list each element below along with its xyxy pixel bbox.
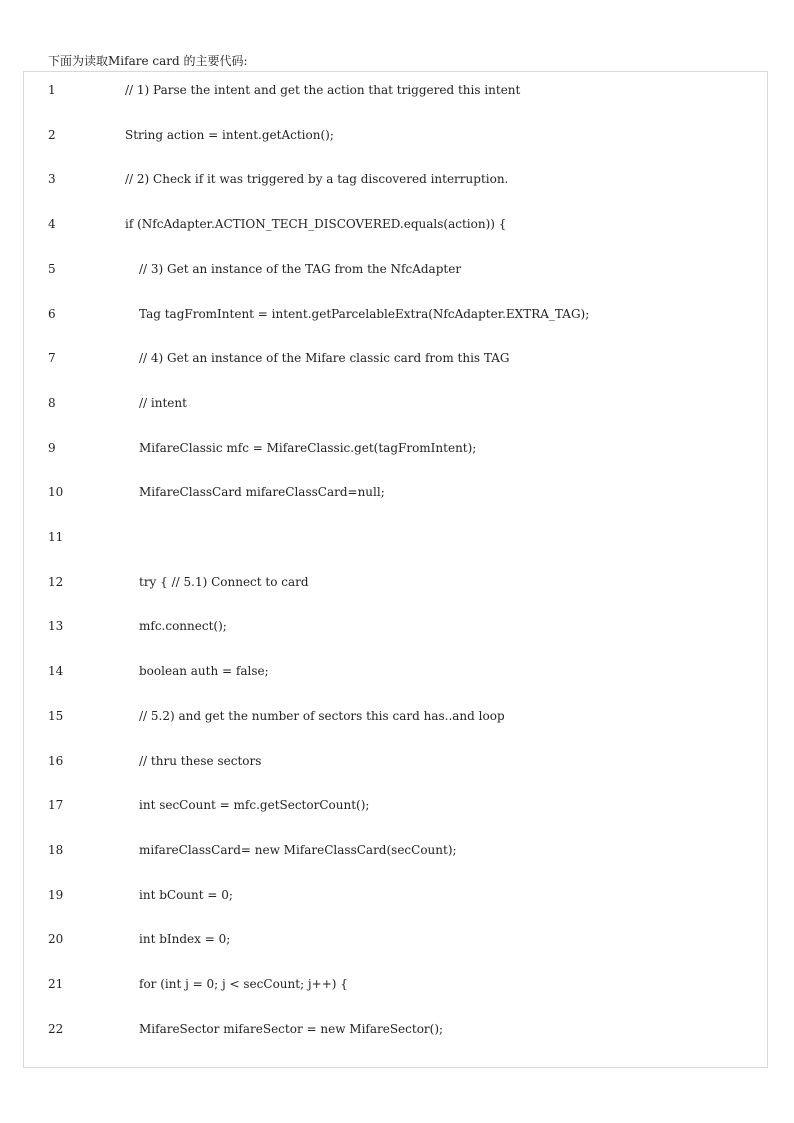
intro-text: 下面为读取Mifare card 的主要代码:: [48, 54, 248, 68]
code-text: mfc.connect();: [139, 619, 227, 634]
code-text: if (NfcAdapter.ACTION_TECH_DISCOVERED.equals(action)) {: [125, 217, 507, 232]
code-line: [24, 885, 767, 905]
code-line: [24, 125, 767, 145]
code-text: // intent: [139, 395, 187, 410]
line-number: 20: [48, 932, 64, 947]
line-number: 15: [48, 708, 64, 723]
code-line: [24, 304, 767, 324]
code-line: [24, 259, 767, 279]
code-line: [24, 616, 767, 636]
code-text: MifareSector mifareSector = new MifareSector();: [139, 1021, 444, 1036]
line-number: 19: [48, 887, 64, 902]
code-line: [24, 1019, 767, 1039]
line-number: 9: [48, 440, 56, 455]
code-text: mifareClassCard= new MifareClassCard(secCount);: [139, 842, 457, 857]
code-text: MifareClassic mfc = MifareClassic.get(tagFromIntent);: [139, 440, 477, 455]
code-block: [23, 71, 768, 1068]
line-number: 3: [48, 172, 56, 187]
code-line: [24, 751, 767, 771]
line-number: 12: [48, 574, 64, 589]
line-number: 7: [48, 351, 56, 366]
line-number: 18: [48, 842, 64, 857]
code-line: [24, 80, 767, 100]
code-text: // thru these sectors: [139, 753, 262, 768]
code-line: [24, 706, 767, 726]
line-number: 21: [48, 977, 64, 991]
code-text: Tag tagFromIntent = intent.getParcelableExtra(NfcAdapter.EXTRA_TAG);: [139, 306, 590, 321]
code-text: MifareClassCard mifareClassCard=null;: [139, 485, 385, 500]
line-number: 16: [48, 753, 64, 768]
line-number: 2: [48, 127, 56, 142]
line-number: 5: [48, 261, 56, 276]
line-number: 22: [48, 1021, 64, 1036]
line-number: 13: [48, 619, 64, 634]
code-text: String action = intent.getAction();: [125, 127, 334, 142]
code-text: // 1) Parse the intent and get the action that triggered this intent: [125, 83, 521, 97]
line-number: 4: [48, 217, 56, 232]
code-text: // 5.2) and get the number of sectors this card has..and loop: [139, 708, 505, 723]
code-text: for (int j = 0; j < secCount; j++) {: [139, 977, 348, 991]
code-text: // 4) Get an instance of the Mifare classic card from this TAG: [139, 351, 510, 366]
line-number: 10: [48, 485, 64, 500]
code-text: // 2) Check if it was triggered by a tag discovered interruption.: [125, 172, 509, 187]
code-line: [24, 393, 767, 413]
line-number: 8: [48, 395, 56, 410]
line-number: 1: [48, 83, 56, 97]
code-text: int bCount = 0;: [139, 887, 233, 902]
code-line: [24, 974, 767, 994]
code-line: [24, 795, 767, 815]
code-line: [24, 438, 767, 458]
line-number: 11: [48, 530, 64, 544]
code-line: [24, 169, 767, 189]
code-line: [24, 572, 767, 592]
code-line: [24, 482, 767, 502]
code-line: [24, 214, 767, 234]
code-line: [24, 661, 767, 681]
code-text: int secCount = mfc.getSectorCount();: [139, 798, 370, 813]
code-text: boolean auth = false;: [139, 664, 269, 679]
code-line: [24, 929, 767, 949]
code-line: [24, 840, 767, 860]
code-text: // 3) Get an instance of the TAG from the NfcAdapter: [139, 261, 462, 276]
line-number: 14: [48, 664, 64, 679]
line-number: 6: [48, 306, 56, 321]
line-number: 17: [48, 798, 64, 813]
code-text: try { // 5.1) Connect to card: [139, 574, 309, 589]
code-line: [24, 527, 767, 547]
code-text: int bIndex = 0;: [139, 932, 231, 947]
code-line: [24, 348, 767, 368]
